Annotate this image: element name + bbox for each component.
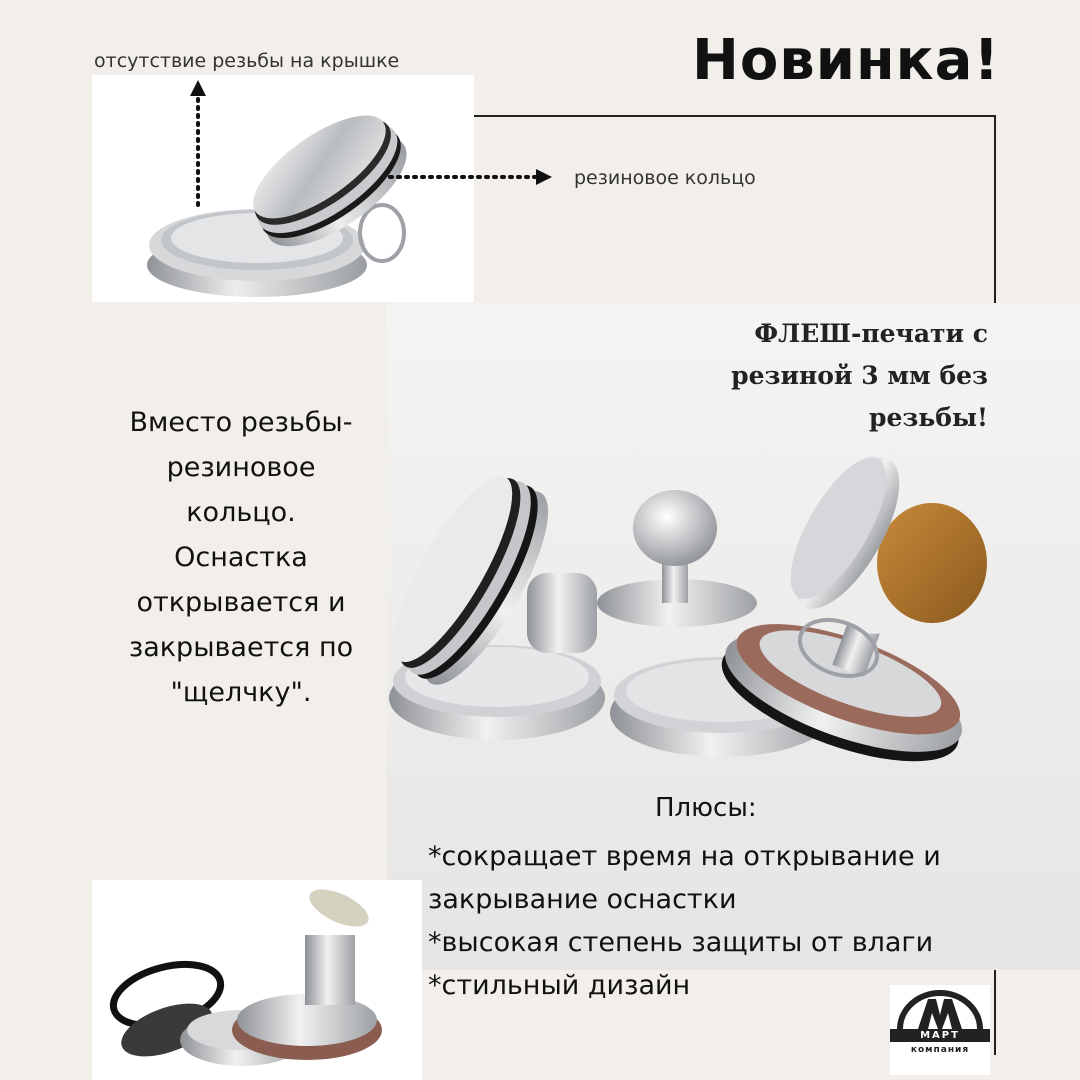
product-description [108,400,374,715]
advantage-item: закрывание оснастки [428,884,737,915]
advantages-title: Плюсы: [655,793,757,823]
callout-rubber-ring: резиновое кольцо [574,167,756,189]
logo-name: МАРТ [890,1029,990,1042]
logo-subtitle: компания [910,1045,970,1055]
logo-mark-icon [890,985,990,1030]
description-line: "щелчку". [170,677,312,708]
description-line: кольцо. [186,497,296,528]
advantage-item: *сокращает время на открывание и [428,841,941,872]
promo-line: резиной 3 мм без [731,361,988,390]
description-line: открывается и [136,587,346,618]
company-logo [890,985,990,1075]
promo-line: ФЛЕШ-печати с [754,319,988,348]
description-line: Оснастка [174,542,308,573]
advantages-list [428,835,1028,1007]
description-line: Вместо резьбы- [129,407,353,438]
page-title: Новинка! [691,28,1000,93]
promo-headline [668,313,988,439]
advantage-item: *высокая степень защиты от влаги [428,927,934,958]
product-photo-disassembled [92,880,422,1080]
promo-line: резьбы! [868,403,988,432]
description-line: закрывается по [128,632,354,663]
callout-no-thread: отсутствие резьбы на крышке [94,50,400,72]
advantage-item: *стильный дизайн [428,970,691,1001]
description-line: резиновое [166,452,316,483]
